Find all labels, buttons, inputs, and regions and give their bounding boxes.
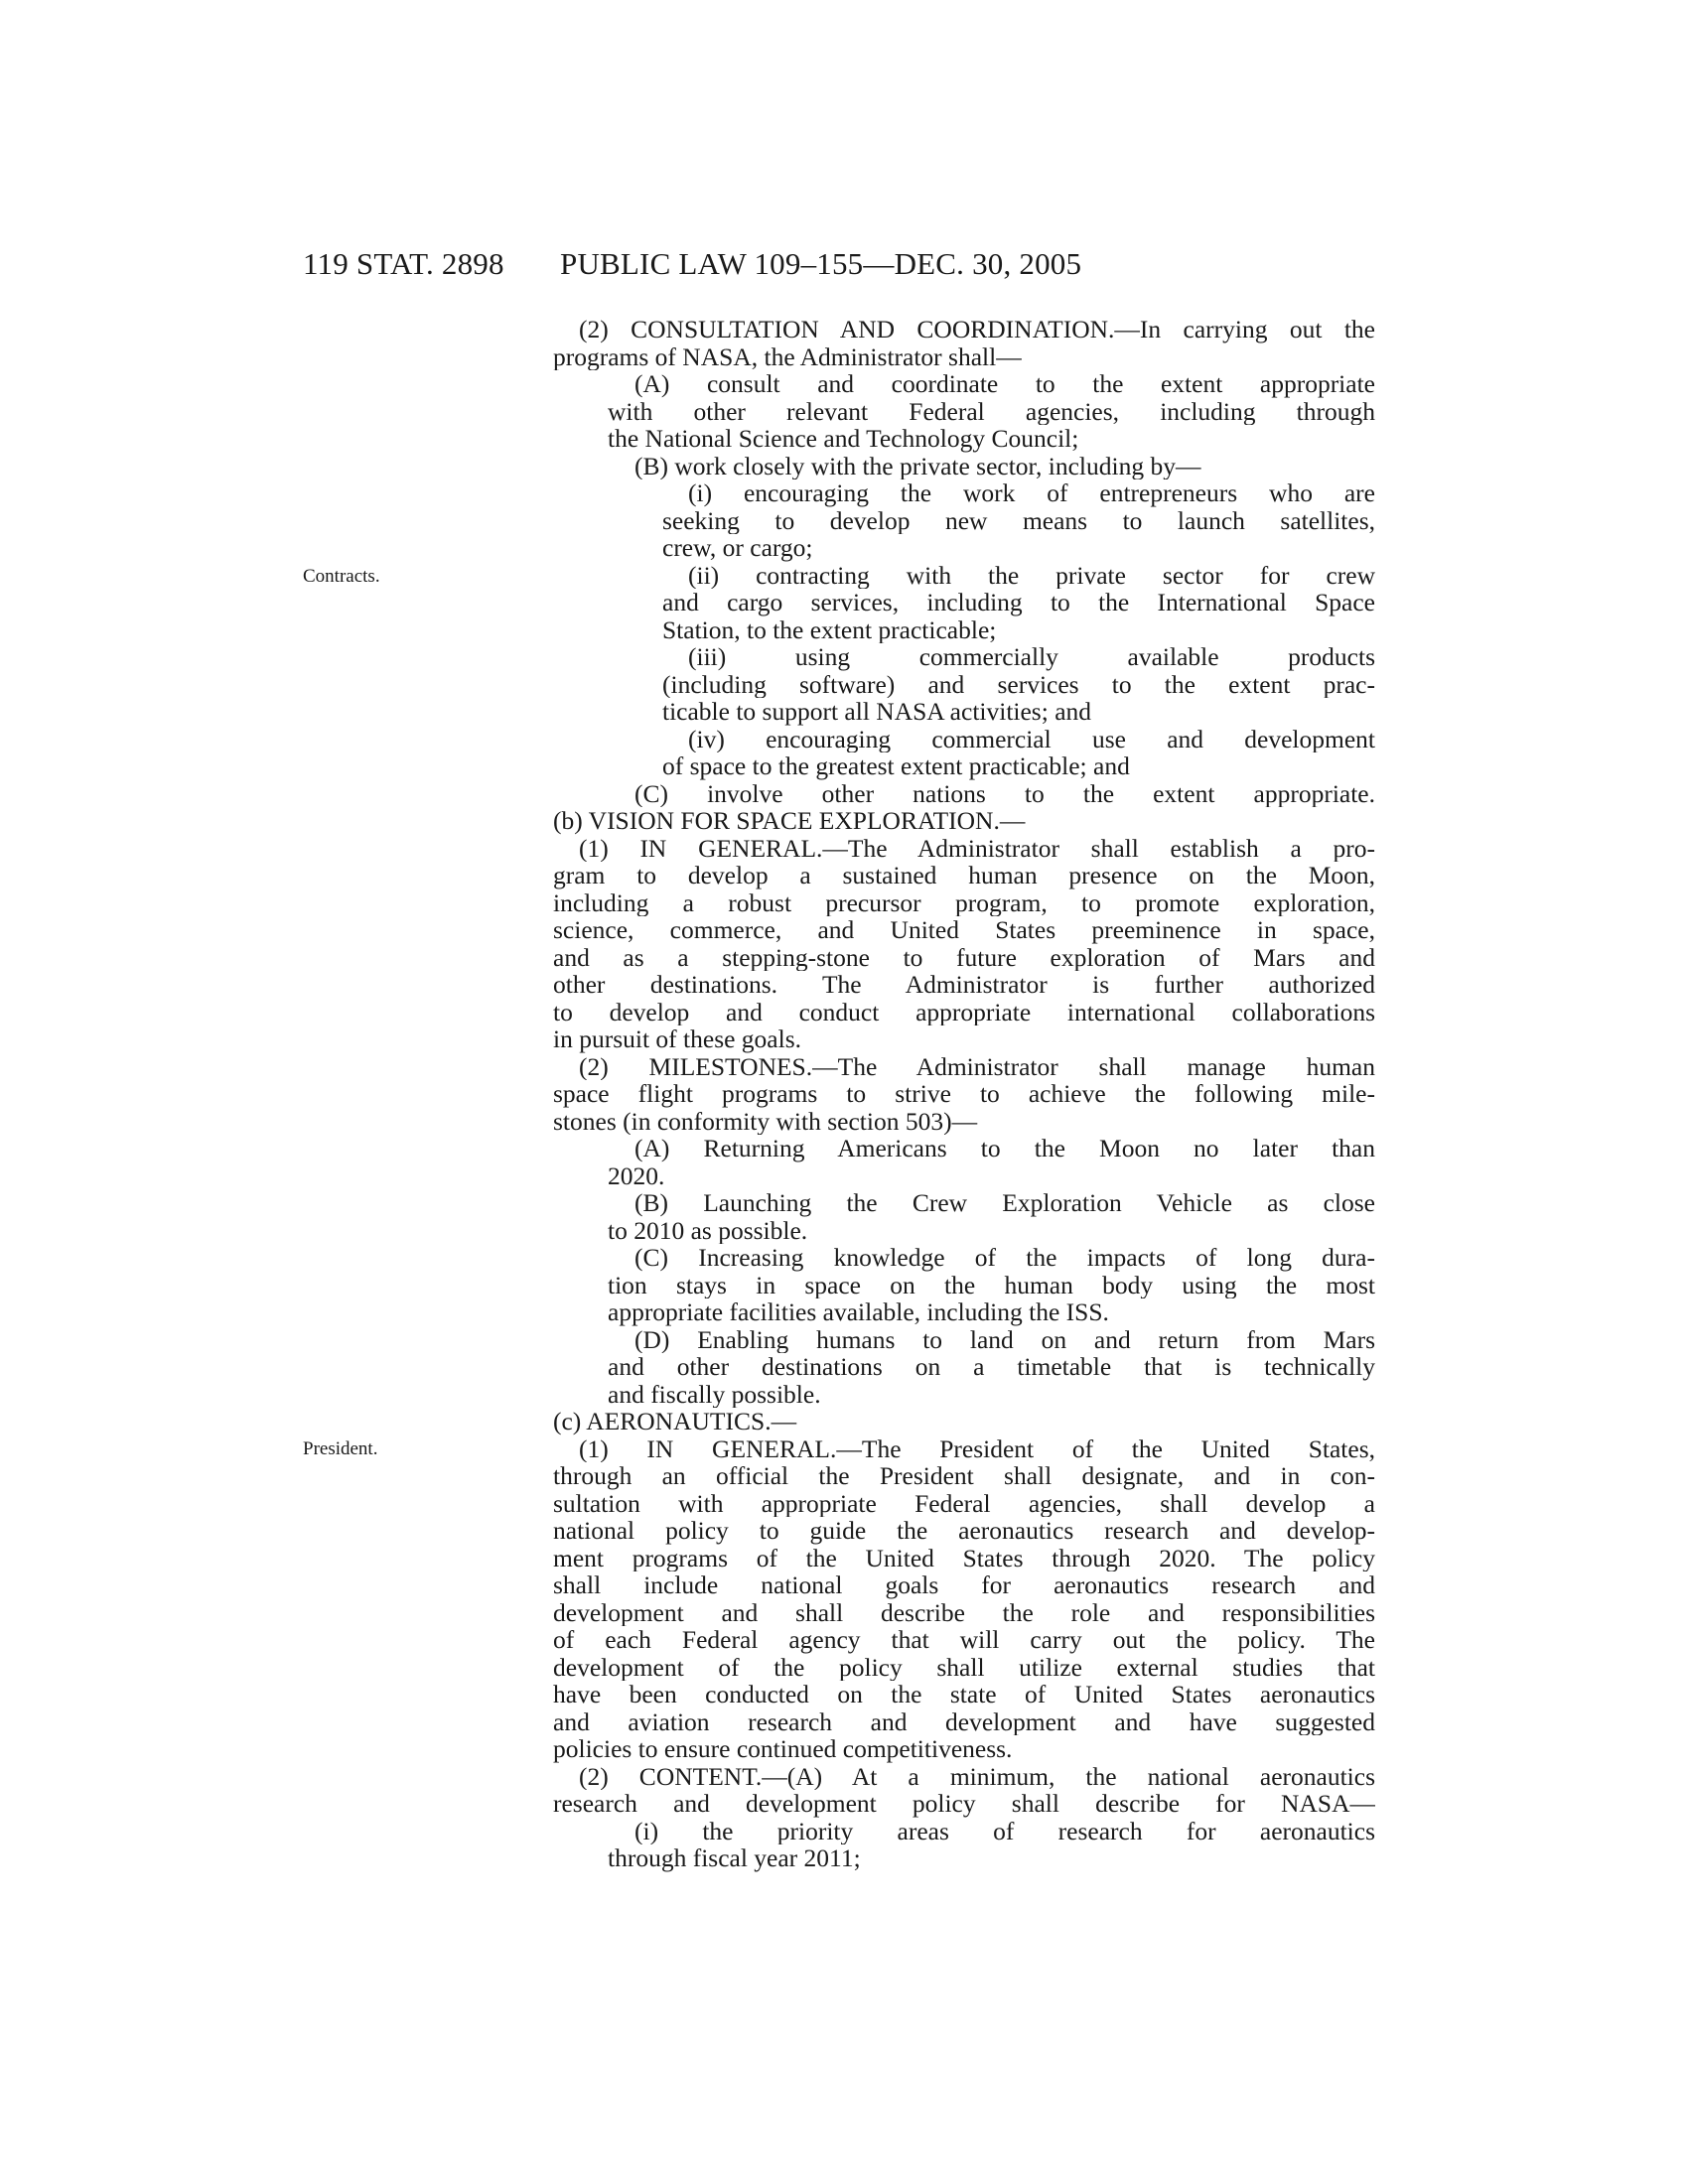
- text-line: (1) IN GENERAL.—The Administrator shall establish a pro-: [579, 834, 1375, 862]
- text-line: shall include national goals for aeronautics research and: [553, 1571, 1375, 1599]
- text-line: development and shall describe the role and responsibilities: [553, 1598, 1375, 1626]
- text-line: (B) Launching the Crew Exploration Vehicle as close: [634, 1189, 1375, 1217]
- text-line: ment programs of the United States through 2020. The policy: [553, 1544, 1375, 1571]
- text-line: have been conducted on the state of United States aeronautics: [553, 1681, 1375, 1708]
- text-line: space flight programs to strive to achieve the following mile-: [553, 1080, 1375, 1108]
- text-line: and fiscally possible.: [608, 1380, 821, 1408]
- text-line: policies to ensure continued competitiveness.: [553, 1735, 1013, 1763]
- text-line: (i) the priority areas of research for aeronautics: [634, 1817, 1375, 1844]
- text-line: through an official the President shall designate, and in con-: [553, 1462, 1375, 1490]
- text-line: 2020.: [608, 1161, 665, 1189]
- text-line: (c) AERONAUTICS.—: [553, 1408, 797, 1435]
- text-line: ticable to support all NASA activities; and: [662, 698, 1092, 726]
- text-line: including a robust precursor program, to promote exploration,: [553, 888, 1375, 916]
- text-line: (i) encouraging the work of entrepreneurs who are: [688, 479, 1375, 507]
- text-line: (A) consult and coordinate to the extent appropriate: [634, 370, 1375, 398]
- text-line: development of the policy shall utilize external studies that: [553, 1653, 1375, 1681]
- text-line: gram to develop a sustained human presence on the Moon,: [553, 862, 1375, 889]
- text-line: research and development policy shall describe for NASA—: [553, 1790, 1375, 1818]
- text-line: (iv) encouraging commercial use and development: [688, 725, 1375, 752]
- text-line: tion stays in space on the human body using the most: [608, 1271, 1375, 1298]
- text-line: programs of NASA, the Administrator shall—: [553, 342, 1022, 370]
- statute-body: [553, 316, 1375, 1872]
- margin-note-president: President.: [303, 1438, 378, 1459]
- text-line: the National Science and Technology Council;: [608, 425, 1079, 453]
- text-line: of space to the greatest extent practicable; and: [662, 752, 1130, 780]
- text-line: (iii) using commercially available products: [688, 643, 1375, 671]
- text-line: (including software) and services to the extent prac-: [662, 670, 1375, 698]
- text-line: and as a stepping-stone to future exploration of Mars and: [553, 943, 1375, 971]
- text-line: and cargo services, including to the International Space: [662, 589, 1375, 616]
- text-line: and other destinations on a timetable that is technically: [608, 1353, 1375, 1381]
- text-line: and aviation research and development and have suggested: [553, 1707, 1375, 1735]
- margin-note-contracts: Contracts.: [303, 566, 380, 587]
- text-line: (b) VISION FOR SPACE EXPLORATION.—: [553, 807, 1026, 835]
- text-line: (2) MILESTONES.—The Administrator shall manage human: [579, 1052, 1375, 1080]
- text-line: appropriate facilities available, including the ISS.: [608, 1298, 1109, 1326]
- text-line: with other relevant Federal agencies, including through: [608, 397, 1375, 425]
- text-line: to 2010 as possible.: [608, 1216, 808, 1244]
- text-line: to develop and conduct appropriate international collaborations: [553, 998, 1375, 1025]
- text-line: Station, to the extent practicable;: [662, 615, 997, 643]
- text-line: (1) IN GENERAL.—The President of the United States,: [579, 1434, 1375, 1462]
- text-line: stones (in conformity with section 503)—: [553, 1107, 978, 1135]
- text-line: (2) CONSULTATION AND COORDINATION.—In carrying out the: [579, 316, 1375, 343]
- text-line: (D) Enabling humans to land on and return from Mars: [634, 1325, 1375, 1353]
- text-line: (B) work closely with the private sector, including by—: [634, 452, 1201, 479]
- text-line: other destinations. The Administrator is further authorized: [553, 971, 1375, 999]
- text-line: science, commerce, and United States preeminence in space,: [553, 916, 1375, 944]
- text-line: crew, or cargo;: [662, 534, 813, 562]
- text-line: sultation with appropriate Federal agencies, shall develop a: [553, 1489, 1375, 1517]
- text-line: national policy to guide the aeronautics research and develop-: [553, 1517, 1375, 1545]
- page-stat-citation: 119 STAT. 2898: [303, 246, 504, 281]
- text-line: (ii) contracting with the private sector for crew: [688, 561, 1375, 589]
- text-line: in pursuit of these goals.: [553, 1025, 802, 1053]
- text-line: seeking to develop new means to launch satellites,: [662, 506, 1375, 534]
- text-line: (2) CONTENT.—(A) At a minimum, the national aeronautics: [579, 1762, 1375, 1790]
- text-line: of each Federal agency that will carry out the policy. The: [553, 1626, 1375, 1654]
- running-header-title: PUBLIC LAW 109–155—DEC. 30, 2005: [560, 246, 1082, 281]
- text-line: (A) Returning Americans to the Moon no later than: [634, 1135, 1375, 1162]
- text-line: (C) Increasing knowledge of the impacts of long dura-: [634, 1244, 1375, 1272]
- text-line: through fiscal year 2011;: [608, 1844, 861, 1872]
- text-line: (C) involve other nations to the extent appropriate.: [634, 779, 1375, 807]
